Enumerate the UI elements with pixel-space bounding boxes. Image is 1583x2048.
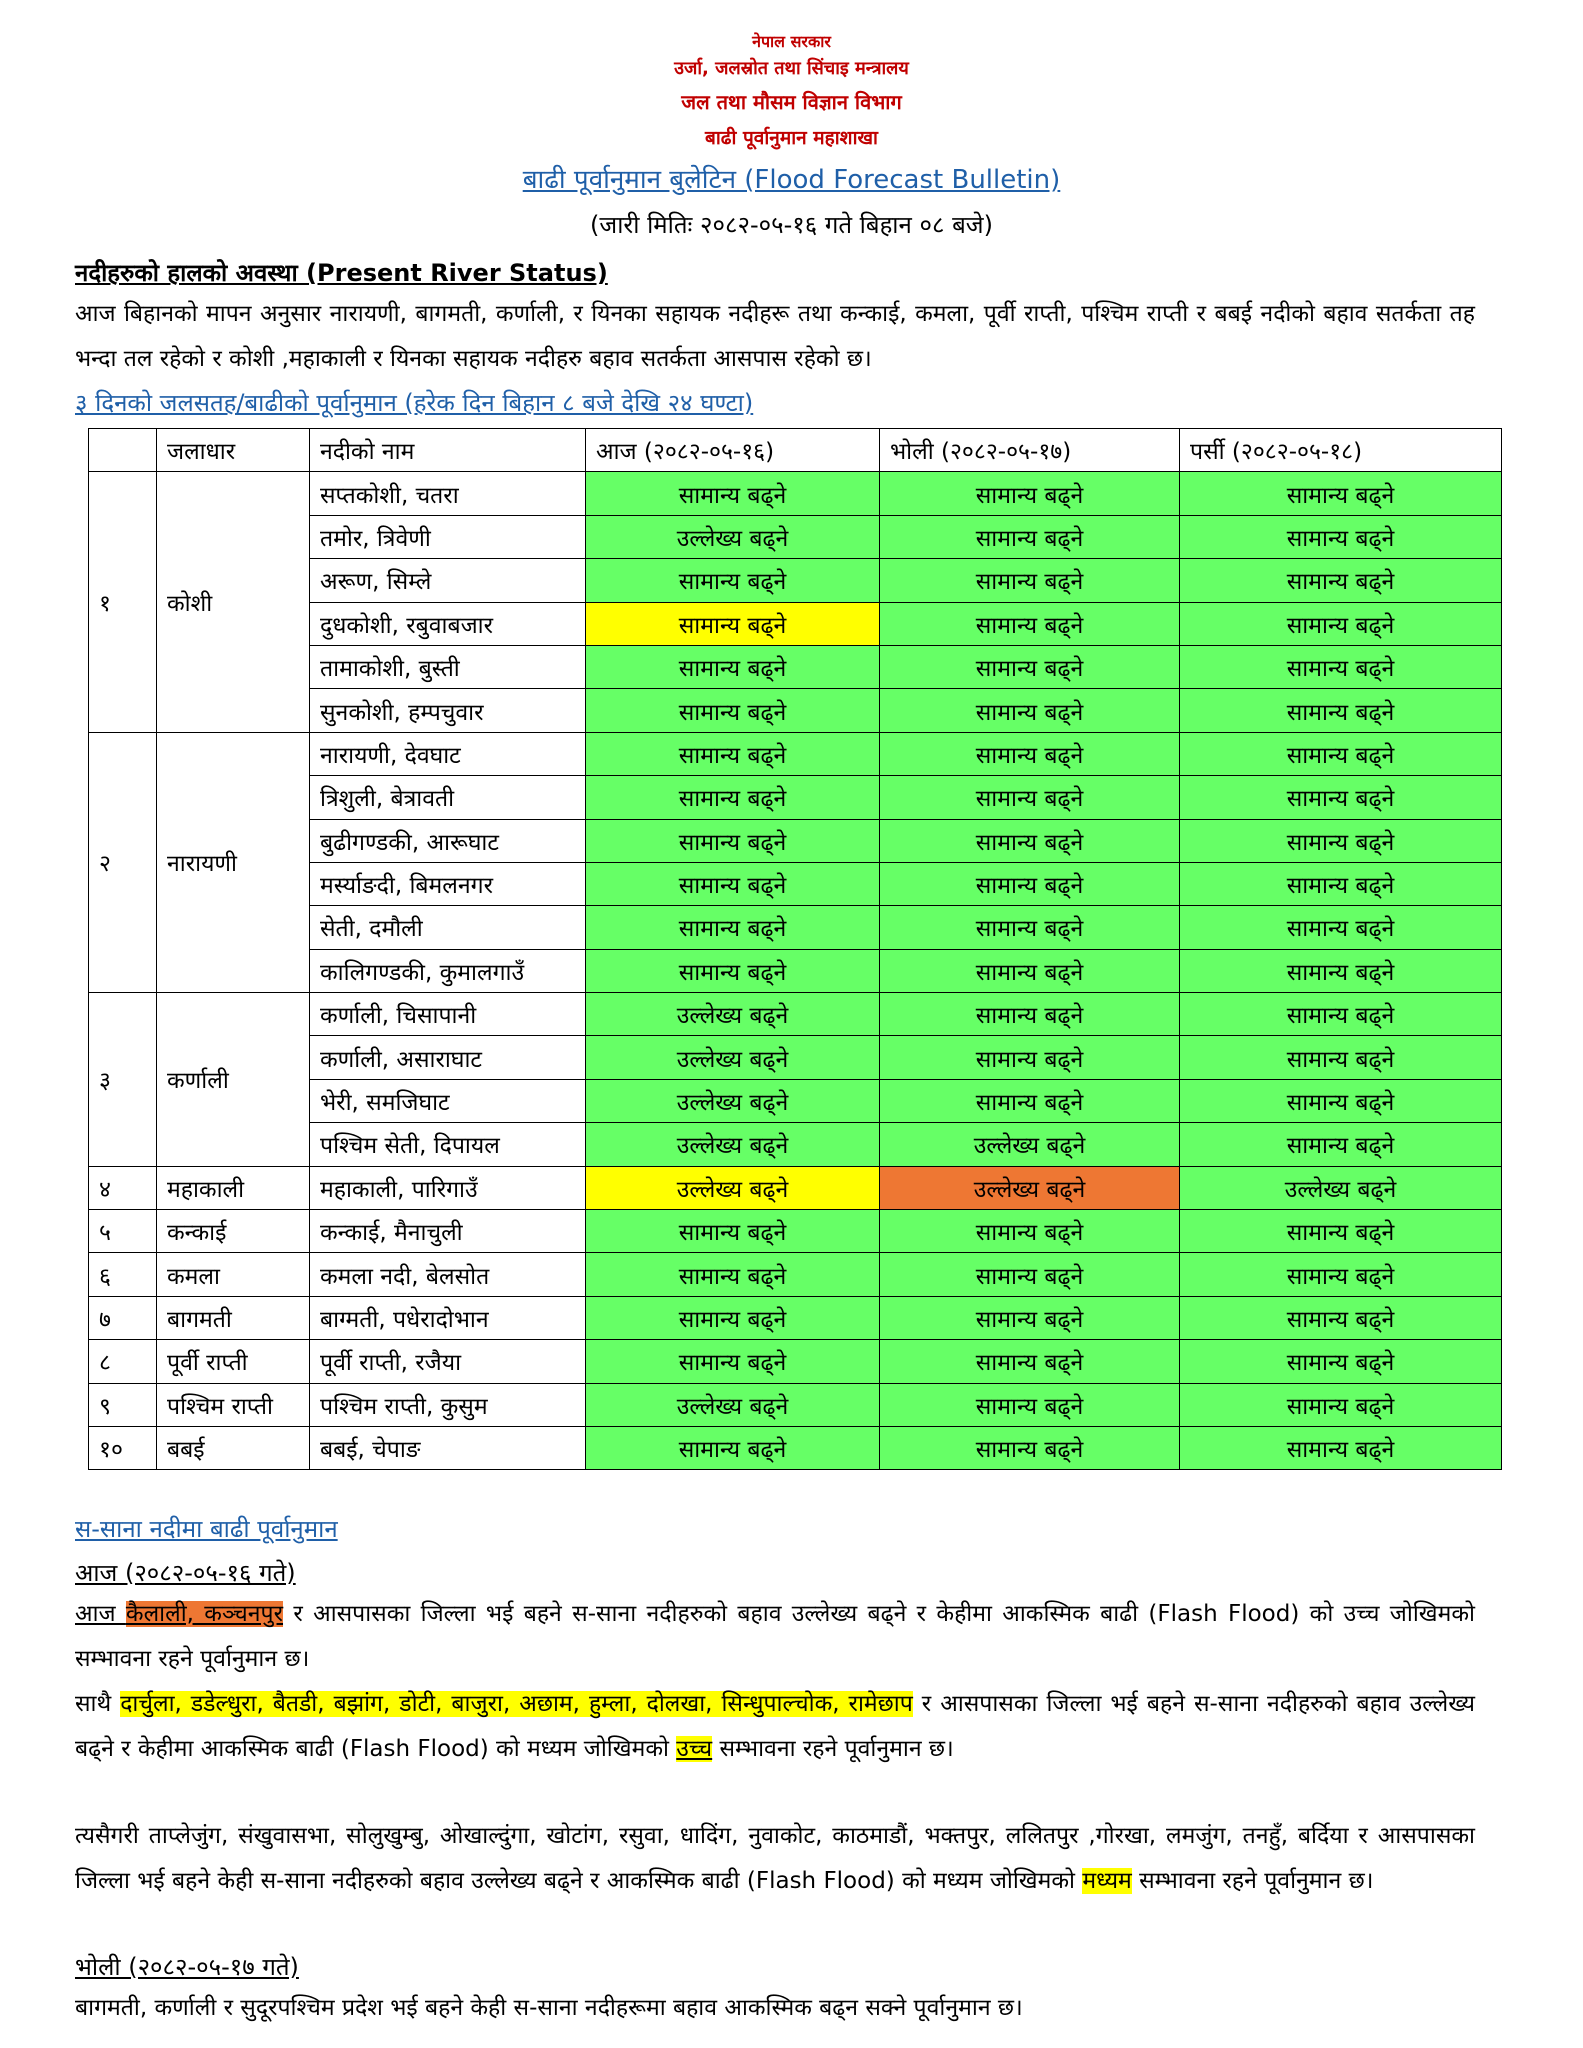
col-header-tomorrow: भोली (२०८२-०५-१७) [880, 429, 1180, 472]
forecast-tomorrow: सामान्य बढ्ने [880, 1383, 1180, 1426]
basin-name: नारायणी [157, 732, 310, 992]
basin-serial: ५ [89, 1210, 157, 1253]
river-station: पश्चिम राप्ती, कुसुम [310, 1383, 586, 1426]
basin-serial: २ [89, 732, 157, 992]
forecast-heading: ३ दिनको जलसतह/बाढीको पूर्वानुमान (हरेक दिन बिहान ८ बजे देखि २४ घण्टा) [75, 389, 754, 417]
forecast-day-after: सामान्य बढ्ने [1180, 1296, 1502, 1339]
header-department: जल तथा मौसम विज्ञान विभाग [681, 90, 902, 114]
forecast-tomorrow: सामान्य बढ्ने [880, 1296, 1180, 1339]
p1-rest: र आसपासका जिल्ला भई बहने स-साना नदीहरुको बहाव उल्लेख्य बढ्ने र केहीमा आकस्मिक बाढी (Flash Flood) को उच्च जोखिमको सम्भावना रहने पूर्वानुमान छ। [75, 1601, 1475, 1672]
forecast-today: सामान्य बढ्ने [586, 732, 880, 775]
header-division: बाढी पूर्वानुमान महाशाखा [705, 127, 878, 149]
forecast-tomorrow: सामान्य बढ्ने [880, 602, 1180, 645]
present-status-heading: नदीहरुको हालको अवस्था (Present River Status) [75, 259, 608, 287]
basin-name: कर्णाली [157, 993, 310, 1167]
forecast-today: सामान्य बढ्ने [586, 949, 880, 992]
col-header-today: आज (२०८२-०५-१६) [586, 429, 880, 472]
forecast-today: सामान्य बढ्ने [586, 862, 880, 905]
small-rivers-today-para-3 [75, 1814, 1475, 1904]
small-rivers-today-para-2 [75, 1682, 1475, 1772]
forecast-tomorrow: सामान्य बढ्ने [880, 1036, 1180, 1079]
river-station: तमोर, त्रिवेणी [310, 515, 586, 558]
forecast-tomorrow: सामान्य बढ्ने [880, 906, 1180, 949]
river-station: बुढीगण्डकी, आरूघाट [310, 819, 586, 862]
forecast-tomorrow: सामान्य बढ्ने [880, 1210, 1180, 1253]
forecast-today: सामान्य बढ्ने [586, 645, 880, 688]
col-header-day-after: पर्सी (२०८२-०५-१८) [1180, 429, 1502, 472]
forecast-tomorrow: सामान्य बढ्ने [880, 1426, 1180, 1469]
forecast-row [89, 1426, 1502, 1469]
river-station: मर्स्याङदी, बिमलनगर [310, 862, 586, 905]
forecast-tomorrow: सामान्य बढ्ने [880, 819, 1180, 862]
forecast-today: उल्लेख्य बढ्ने [586, 1166, 880, 1209]
forecast-row [89, 1166, 1502, 1209]
forecast-row [89, 1253, 1502, 1296]
small-rivers-today-para-1 [75, 1592, 1475, 1682]
forecast-tomorrow: सामान्य बढ्ने [880, 515, 1180, 558]
header-government: नेपाल सरकार [752, 32, 831, 51]
forecast-day-after: सामान्य बढ्ने [1180, 602, 1502, 645]
river-station: त्रिशुली, बेत्रावती [310, 776, 586, 819]
forecast-today: सामान्य बढ्ने [586, 1253, 880, 1296]
p1-lead: आज [75, 1601, 126, 1627]
forecast-day-after: सामान्य बढ्ने [1180, 472, 1502, 515]
forecast-day-after: सामान्य बढ्ने [1180, 993, 1502, 1036]
forecast-today: उल्लेख्य बढ्ने [586, 1383, 880, 1426]
forecast-day-after: सामान्य बढ्ने [1180, 1036, 1502, 1079]
forecast-day-after: सामान्य बढ्ने [1180, 732, 1502, 775]
river-station: पूर्वी राप्ती, रजैया [310, 1340, 586, 1383]
issue-date: (जारी मितिः २०८२-०५-१६ गते बिहान ०८ बजे) [590, 211, 993, 239]
tomorrow-label: भोली (२०८२-०५-१७ गते) [75, 1953, 299, 1981]
river-station: पश्चिम सेती, दिपायल [310, 1123, 586, 1166]
forecast-tomorrow: उल्लेख्य बढ्ने [880, 1166, 1180, 1209]
basin-name: पूर्वी राप्ती [157, 1340, 310, 1383]
basin-name: महाकाली [157, 1166, 310, 1209]
basin-serial: ९ [89, 1383, 157, 1426]
forecast-today: उल्लेख्य बढ्ने [586, 515, 880, 558]
forecast-day-after: सामान्य बढ्ने [1180, 1079, 1502, 1122]
p2-end: सम्भावना रहने पूर्वानुमान छ। [712, 1736, 954, 1762]
basin-serial: १० [89, 1426, 157, 1469]
river-station: कन्काई, मैनाचुली [310, 1210, 586, 1253]
forecast-row [89, 1340, 1502, 1383]
forecast-tomorrow: सामान्य बढ्ने [880, 472, 1180, 515]
small-rivers-heading: स-साना नदीमा बाढी पूर्वानुमान [75, 1515, 338, 1543]
p1-highlight-districts: कैलाली, कञ्चनपुर [125, 1601, 284, 1627]
river-station: कालिगण्डकी, कुमालगाउँ [310, 949, 586, 992]
forecast-tomorrow: सामान्य बढ्ने [880, 732, 1180, 775]
river-station: सेती, दमौली [310, 906, 586, 949]
forecast-today: उल्लेख्य बढ्ने [586, 1036, 880, 1079]
basin-serial: ८ [89, 1340, 157, 1383]
river-station: बबई, चेपाङ [310, 1426, 586, 1469]
river-station: महाकाली, पारिगाउँ [310, 1166, 586, 1209]
forecast-today: सामान्य बढ्ने [586, 472, 880, 515]
forecast-today: उल्लेख्य बढ्ने [586, 1079, 880, 1122]
forecast-today: उल्लेख्य बढ्ने [586, 993, 880, 1036]
p2-highlight-districts: दार्चुला, डडेल्धुरा, बैतडी, बझांग, डोटी, बाजुरा, अछाम, हुम्ला, दोलखा, सिन्धुपाल्चोक, रामेछाप [120, 1691, 913, 1717]
river-station: कमला नदी, बेलसोत [310, 1253, 586, 1296]
forecast-day-after: सामान्य बढ्ने [1180, 949, 1502, 992]
basin-serial: ६ [89, 1253, 157, 1296]
river-station: नारायणी, देवघाट [310, 732, 586, 775]
forecast-day-after: सामान्य बढ्ने [1180, 689, 1502, 732]
forecast-row [89, 993, 1502, 1036]
forecast-tomorrow: सामान्य बढ्ने [880, 559, 1180, 602]
col-header-sn [89, 429, 157, 472]
forecast-day-after: सामान्य बढ्ने [1180, 776, 1502, 819]
basin-name: बबई [157, 1426, 310, 1469]
basin-name: कोशी [157, 472, 310, 732]
forecast-day-after: सामान्य बढ्ने [1180, 862, 1502, 905]
forecast-today: सामान्य बढ्ने [586, 559, 880, 602]
forecast-tomorrow: सामान्य बढ्ने [880, 1079, 1180, 1122]
forecast-day-after: सामान्य बढ्ने [1180, 1340, 1502, 1383]
forecast-row [89, 1383, 1502, 1426]
forecast-tomorrow: सामान्य बढ्ने [880, 1340, 1180, 1383]
basin-name: कमला [157, 1253, 310, 1296]
forecast-today: सामान्य बढ्ने [586, 776, 880, 819]
forecast-tomorrow: उल्लेख्य बढ्ने [880, 1123, 1180, 1166]
p2-mid: र आसपासका जिल्ला भई बहने स-साना नदीहरुको बहाव उल्लेख्य बढ्ने र केहीमा आकस्मिक बाढी (Flash Flood) को मध्यम जोखिमको [75, 1691, 1475, 1762]
today-label: आज (२०८२-०५-१६ गते) [75, 1559, 296, 1587]
present-status-text: आज बिहानको मापन अनुसार नारायणी, बागमती, कर्णाली, र यिनका सहायक नदीहरू तथा कन्काई, कमला, पूर्वी राप्ती, पश्चिम राप्ती र बबई नदीको बहाव सतर्कता तह भन्दा तल रहेको र कोशी ,महाकाली र यिनका सहायक नदीहरु बहाव सतर्कता आसपास रहेको छ। [75, 301, 1475, 372]
forecast-header-row [89, 429, 1502, 472]
forecast-tomorrow: सामान्य बढ्ने [880, 645, 1180, 688]
forecast-today: सामान्य बढ्ने [586, 819, 880, 862]
river-station: कर्णाली, असाराघाट [310, 1036, 586, 1079]
forecast-body [89, 472, 1502, 1470]
basin-name: बागमती [157, 1296, 310, 1339]
river-station: अरूण, सिम्ले [310, 559, 586, 602]
forecast-row [89, 1210, 1502, 1253]
col-header-basin: जलाधार [157, 429, 310, 472]
forecast-tomorrow: सामान्य बढ्ने [880, 776, 1180, 819]
forecast-day-after: सामान्य बढ्ने [1180, 819, 1502, 862]
forecast-table [88, 428, 1502, 1470]
forecast-day-after: सामान्य बढ्ने [1180, 1253, 1502, 1296]
basin-name: पश्चिम राप्ती [157, 1383, 310, 1426]
forecast-today: सामान्य बढ्ने [586, 906, 880, 949]
river-station: दुधकोशी, रबुवाबजार [310, 602, 586, 645]
col-header-river: नदीको नाम [310, 429, 586, 472]
forecast-today: उल्लेख्य बढ्ने [586, 1123, 880, 1166]
p3-lead: त्यसैगरी ताप्लेजुंग, संखुवासभा, सोलुखुम्बु, ओखाल्दुंगा, खोटांग, रसुवा, धादिंग, नुवाकोट, काठमाडौं, भक्तपुर, ललितपुर ,गोरखा, लमजुंग, तनहुँ, बर्दिया र आसपासका जिल्ला भई बहने केही स-साना नदीहरुको बहाव उल्लेख्य बढ्ने र आकस्मिक बाढी (Flash Flood) को मध्यम जोखिमको [75, 1823, 1475, 1894]
forecast-today: सामान्य बढ्ने [586, 1210, 880, 1253]
forecast-today: सामान्य बढ्ने [586, 1340, 880, 1383]
basin-serial: ३ [89, 993, 157, 1167]
basin-name: कन्काई [157, 1210, 310, 1253]
forecast-tomorrow: सामान्य बढ्ने [880, 949, 1180, 992]
river-station: कर्णाली, चिसापानी [310, 993, 586, 1036]
forecast-day-after: सामान्य बढ्ने [1180, 515, 1502, 558]
forecast-today: सामान्य बढ्ने [586, 1426, 880, 1469]
forecast-row [89, 472, 1502, 515]
forecast-day-after: सामान्य बढ्ने [1180, 645, 1502, 688]
p2-lead: साथै [75, 1691, 121, 1717]
header-ministry: उर्जा, जलस्रोत तथा सिंचाइ मन्त्रालय [674, 58, 909, 79]
forecast-day-after: सामान्य बढ्ने [1180, 1210, 1502, 1253]
forecast-day-after: सामान्य बढ्ने [1180, 1123, 1502, 1166]
forecast-row [89, 1296, 1502, 1339]
bulletin-title: बाढी पूर्वानुमान बुलेटिन (Flood Forecast Bulletin) [522, 165, 1061, 195]
forecast-day-after: सामान्य बढ्ने [1180, 1426, 1502, 1469]
forecast-day-after: सामान्य बढ्ने [1180, 906, 1502, 949]
forecast-today: सामान्य बढ्ने [586, 689, 880, 732]
river-station: बाग्मती, पधेरादोभान [310, 1296, 586, 1339]
forecast-tomorrow: सामान्य बढ्ने [880, 862, 1180, 905]
forecast-row [89, 732, 1502, 775]
forecast-day-after: सामान्य बढ्ने [1180, 559, 1502, 602]
basin-serial: ४ [89, 1166, 157, 1209]
forecast-today: सामान्य बढ्ने [586, 602, 880, 645]
p2-highlight-level: उच्च [676, 1736, 713, 1762]
basin-serial: १ [89, 472, 157, 732]
forecast-tomorrow: सामान्य बढ्ने [880, 1253, 1180, 1296]
forecast-day-after: उल्लेख्य बढ्ने [1180, 1166, 1502, 1209]
river-station: भेरी, समजिघाट [310, 1079, 586, 1122]
p3-end: सम्भावना रहने पूर्वानुमान छ। [1131, 1868, 1374, 1894]
p3-highlight-level: मध्यम [1082, 1868, 1132, 1894]
forecast-day-after: सामान्य बढ्ने [1180, 1383, 1502, 1426]
river-station: तामाकोशी, बुस्ती [310, 645, 586, 688]
forecast-tomorrow: सामान्य बढ्ने [880, 689, 1180, 732]
small-rivers-tomorrow-para: बागमती, कर्णाली र सुदूरपश्चिम प्रदेश भई बहने केही स-साना नदीहरूमा बहाव आकस्मिक बढ्न सक्ने पूर्वानुमान छ। [75, 1995, 1023, 2021]
river-station: सुनकोशी, हम्पचुवार [310, 689, 586, 732]
forecast-tomorrow: सामान्य बढ्ने [880, 993, 1180, 1036]
forecast-today: सामान्य बढ्ने [586, 1296, 880, 1339]
river-station: सप्तकोशी, चतरा [310, 472, 586, 515]
basin-serial: ७ [89, 1296, 157, 1339]
